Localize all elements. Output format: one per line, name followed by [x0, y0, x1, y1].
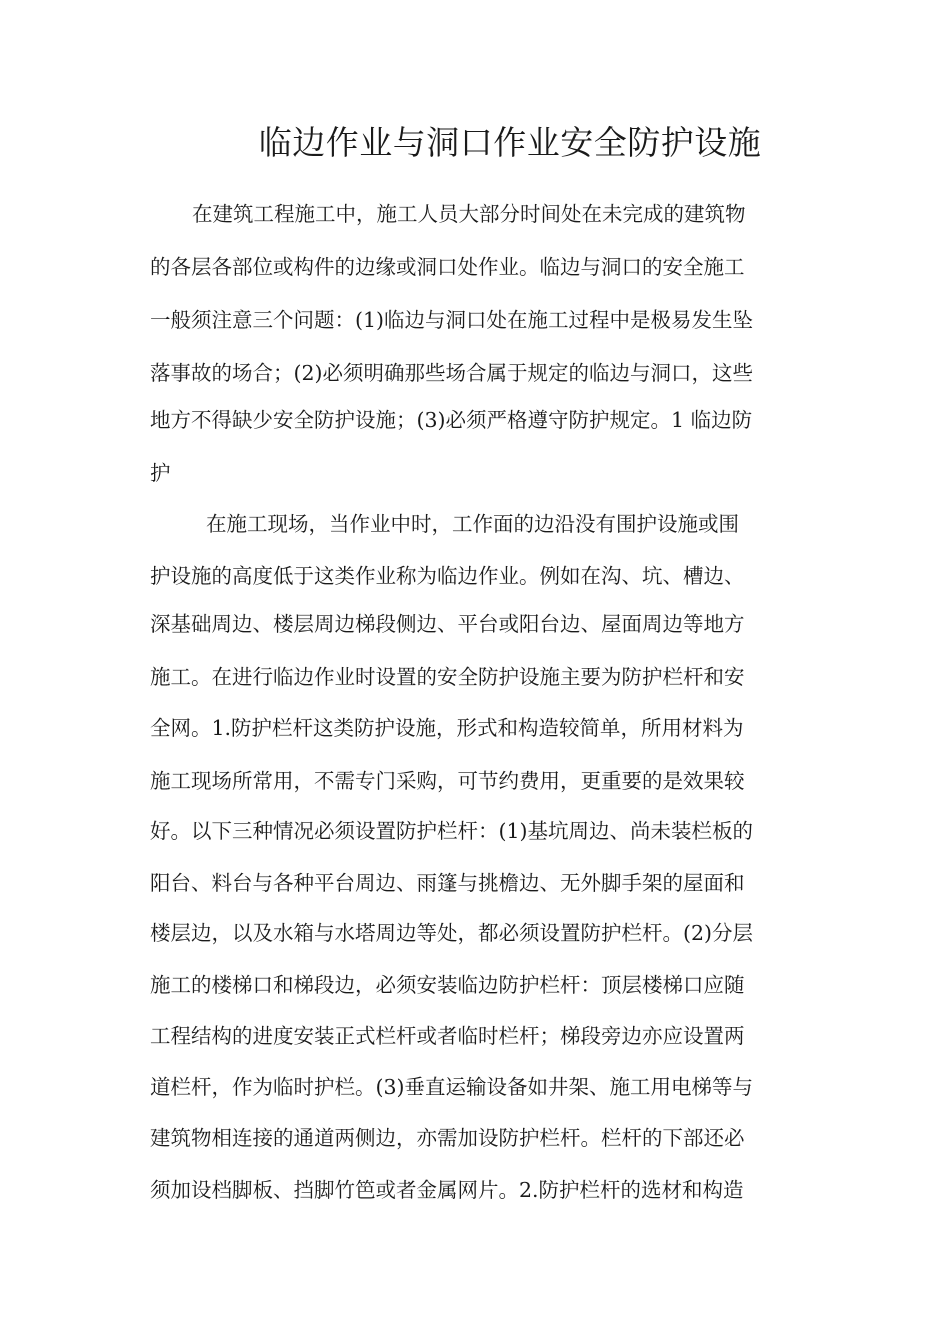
paragraph-1-line-4: 落事故的场合；(2)必须明确那些场合属于规定的临边与洞口，这些 [150, 361, 754, 385]
paragraph-2-line-13: 建筑物相连接的通道两侧边，亦需加设防护栏杆。栏杆的下部还必 [150, 1126, 745, 1150]
paragraph-2-line-3: 深基础周边、楼层周边梯段侧边、平台或阳台边、屋面周边等地方 [150, 612, 745, 636]
paragraph-2-line-10: 施工的楼梯口和梯段边，必须安装临边防护栏杆：顶层楼梯口应随 [150, 973, 745, 997]
paragraph-2-line-14: 须加设档脚板、挡脚竹笆或者金属网片。2.防护栏杆的选材和构造 [150, 1178, 744, 1202]
paragraph-2-line-5: 全网。1.防护栏杆这类防护设施，形式和构造较简单，所用材料为 [150, 716, 744, 740]
paragraph-1-line-6: 护 [150, 461, 171, 485]
paragraph-2-line-7: 好。以下三种情况必须设置防护栏杆：(1)基坑周边、尚未装栏板的 [150, 819, 754, 843]
page-title: 临边作业与洞口作业安全防护设施 [258, 123, 762, 162]
paragraph-2-line-6: 施工现场所常用，不需专门采购，可节约费用，更重要的是效果较 [150, 769, 745, 793]
paragraph-1-line-1: 在建筑工程施工中，施工人员大部分时间处在未完成的建筑物 [192, 202, 746, 226]
paragraph-1-line-3: 一般须注意三个问题：(1)临边与洞口处在施工过程中是极易发生坠 [150, 308, 754, 332]
paragraph-2-line-12: 道栏杆，作为临时护栏。(3)垂直运输设备如井架、施工用电梯等与 [150, 1075, 754, 1099]
paragraph-2-line-1: 在施工现场，当作业中时，工作面的边沿没有围护设施或围 [206, 512, 739, 536]
paragraph-2-line-8: 阳台、料台与各种平台周边、雨篷与挑檐边、无外脚手架的屋面和 [150, 871, 745, 895]
paragraph-2-line-9: 楼层边，以及水箱与水塔周边等处，都必须设置防护栏杆。(2)分层 [150, 921, 754, 945]
paragraph-1-line-2: 的各层各部位或构件的边缘或洞口处作业。临边与洞口的安全施工 [150, 255, 745, 279]
paragraph-2-line-11: 工程结构的进度安装正式栏杆或者临时栏杆；梯段旁边亦应设置两 [150, 1024, 745, 1048]
paragraph-1-line-5: 地方不得缺少安全防护设施；(3)必须严格遵守防护规定。1 临边防 [150, 408, 753, 432]
paragraph-2-line-2: 护设施的高度低于这类作业称为临边作业。例如在沟、坑、槽边、 [150, 564, 745, 588]
paragraph-2-line-4: 施工。在进行临边作业时设置的安全防护设施主要为防护栏杆和安 [150, 665, 745, 689]
